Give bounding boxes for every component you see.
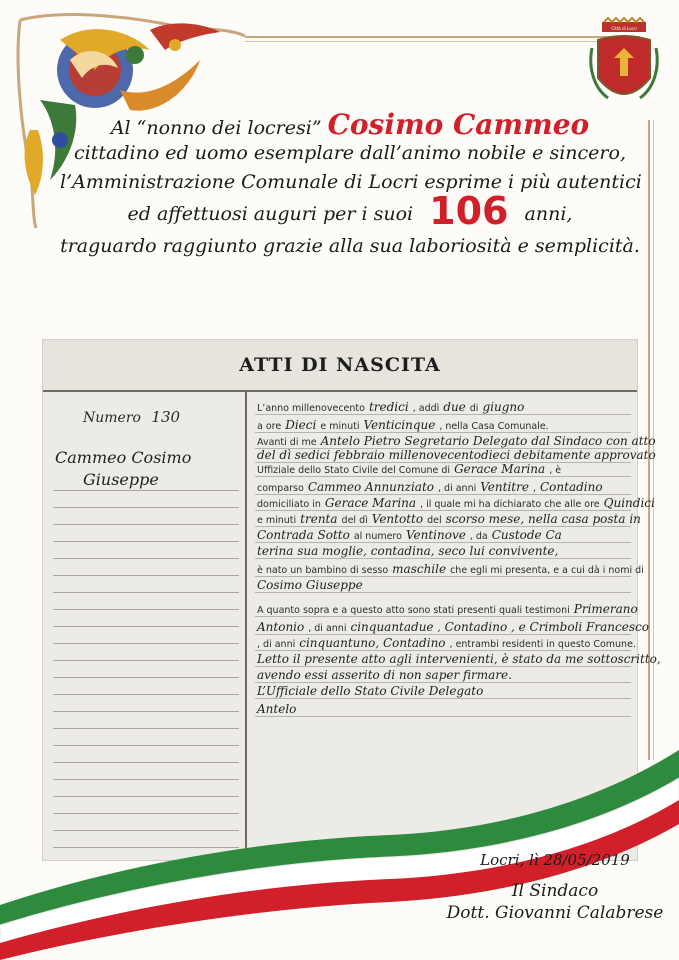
right-column-rule [255,716,631,717]
record-line-print: di [469,403,479,414]
record-line-print: al numero [353,531,402,542]
right-column-rule [255,682,631,683]
mayor-title: Il Sindaco [511,881,599,901]
record-line-print: , di anni [308,623,347,634]
signature-block [440,850,670,924]
record-line-handwriting: Venticinque [363,418,436,432]
record-line-print: , nella Casa Comunale. [439,421,549,432]
frame-top-border [245,36,640,38]
right-column-rule [255,542,631,543]
record-line-print: a ore [257,421,282,432]
record-line [257,668,635,682]
right-column-rule [255,526,631,527]
dedication-line-4-suffix: anni, [524,203,573,225]
left-column-rule [53,575,239,576]
dedication-line-1 [60,110,640,139]
record-line [257,480,635,494]
honoree-name: Cosimo Cammeo [327,108,590,141]
record-line-handwriting: Gerace Marina [324,496,417,510]
record-line-handwriting: Cosimo Giuseppe [257,578,363,592]
record-line-handwriting: cinquantuno, Contadino [299,636,446,650]
mayor-name: Dott. Giovanni Calabrese [446,903,664,923]
record-number-label: Numero [83,410,141,426]
right-column-rule [255,510,631,511]
record-line-print: e minuti [320,421,360,432]
record-line-handwriting: Primerano [573,602,638,616]
left-column-rule [53,592,239,593]
record-line-handwriting: Antelo Pietro Segretario Delegato dal Sindaco con atto [320,434,656,448]
record-line [257,528,635,542]
record-line-print: del [427,515,442,526]
left-column-rule [53,677,239,678]
record-line-print: Avanti di me [257,437,317,448]
record-line-handwriting: Contadino , e Crimboli Francesco [444,620,649,634]
record-line-print: , da [469,531,488,542]
record-line-print: che egli mi presenta, e a cui dà i nomi di [450,565,644,576]
record-line-handwriting: avendo essi asserito di non saper firmare. [257,668,512,682]
record-line [257,636,635,650]
record-line-print: e minuti [257,515,297,526]
record-line-print: , di anni [257,639,296,650]
record-line-handwriting: Antelo [257,702,297,716]
record-line [257,652,661,666]
dedication-line-5: traguardo raggiunto grazie alla sua laboriosità e semplicità. [60,235,640,257]
record-line-handwriting: trenta [300,512,338,526]
left-column-rule [53,507,239,508]
record-line-print: , di anni [438,483,477,494]
right-column-rule [255,576,631,577]
record-line [257,578,635,592]
left-column-rule [53,626,239,627]
record-line-handwriting: maschile [392,562,447,576]
record-given-name: Giuseppe [83,470,159,489]
record-line [257,400,635,414]
record-line [257,496,655,510]
dedication-prefix: Al “nonno dei locresi” [110,117,322,139]
record-line-print: L’anno millenovecento [257,403,365,414]
document-header [43,340,637,392]
left-column-rule [53,728,239,729]
record-line-print: , [532,483,536,494]
document-title: ATTI DI NASCITA [239,354,441,376]
record-line-handwriting: Dieci [285,418,317,432]
record-line-handwriting: Custode Ca [491,528,562,542]
record-line-handwriting: Ventotto [371,512,424,526]
record-line-print: , addì [412,403,440,414]
age-number: 106 [429,189,509,233]
right-column-rule [255,698,631,699]
record-line [257,602,638,616]
record-line-handwriting: Cammeo Annunziato [307,480,434,494]
record-number [83,408,180,426]
right-column-rule [255,634,631,635]
right-column-rule [255,476,631,477]
record-line-handwriting: L’Ufficiale dello Stato Civile Delegato [257,684,484,698]
record-line [257,418,635,432]
left-column-rule [53,541,239,542]
record-line-handwriting: terina sua moglie, contadina, seco lui convivente, [257,544,559,558]
crest-label: Città di Locri [611,26,637,31]
right-column-rule [255,558,631,559]
dedication-line-4-prefix: ed affettuosi auguri per i suoi [127,203,414,225]
record-line [257,620,649,634]
record-line [257,544,635,558]
record-line-print: A quanto sopra e a questo atto sono stati presenti quali testimoni [257,605,570,616]
record-line [257,448,656,462]
record-line-handwriting: cinquantadue [350,620,434,634]
record-line-print: , [437,623,441,634]
record-line-print: domiciliato in [257,499,321,510]
right-column-rule [255,432,631,433]
record-line-print: , il quale mi ha dichiarato che alle ore [420,499,600,510]
record-line-handwriting: Letto il presente atto agli intervenienti, è stato da me sottoscritto, [257,652,661,666]
record-line-handwriting: giugno [482,400,525,414]
record-line-print: è nato un bambino di sesso [257,565,389,576]
record-line-handwriting: Contadino [539,480,603,494]
record-line-print: comparso [257,483,304,494]
left-column-rule [53,711,239,712]
right-column-rule [255,666,631,667]
record-line [257,562,644,576]
record-line-handwriting: Gerace Marina [454,462,546,476]
record-line-handwriting: Ventinove [405,528,466,542]
record-line-handwriting: Ventitre [480,480,529,494]
record-line [257,462,635,476]
left-column-rule [53,660,239,661]
record-line-handwriting: scorso mese, nella casa posta in [445,512,641,526]
record-line-print: , entrambi residenti in questo Comune. [449,639,636,650]
left-column-rule [53,643,239,644]
record-number-value: 130 [151,408,181,426]
record-line-handwriting: Contrada Sotto [257,528,350,542]
record-line-print: Uffiziale dello Stato Civile del Comune di [257,465,451,476]
dedication-line-3: l’Amministrazione Comunale di Locri esprime i più autentici [60,171,642,193]
record-surname: Cammeo Cosimo [55,448,192,467]
right-column-rule [255,650,631,651]
left-column-rule [53,694,239,695]
right-column-rule [255,616,631,617]
record-line [257,512,641,526]
record-line-handwriting: due [443,400,466,414]
right-column-rule [255,494,631,495]
record-line-print: del dì [341,515,368,526]
frame-top-border-inner [245,41,640,42]
left-column-rule [53,490,239,491]
left-column-rule [53,524,239,525]
record-line [257,434,656,448]
record-line-handwriting: Quindici [603,496,655,510]
left-column-rule [53,609,239,610]
dedication-line-4 [60,189,640,233]
dedication [60,96,640,261]
record-line [257,684,635,698]
right-column-rule [255,414,631,415]
left-column-rule [53,558,239,559]
right-column-rule [255,592,631,593]
dedication-line-2: cittadino ed uomo esemplare dall’animo nobile e sincero, [74,142,626,164]
place-date: Locri, lì 28/05/2019 [480,851,630,869]
record-line-print: , è [549,465,562,476]
record-line [257,702,635,716]
record-line-handwriting: tredici [368,400,409,414]
record-line-handwriting: Antonio [257,620,305,634]
record-line-handwriting: del dì sedici febbraio millenovecentodieci debitamente approvato [257,448,656,462]
